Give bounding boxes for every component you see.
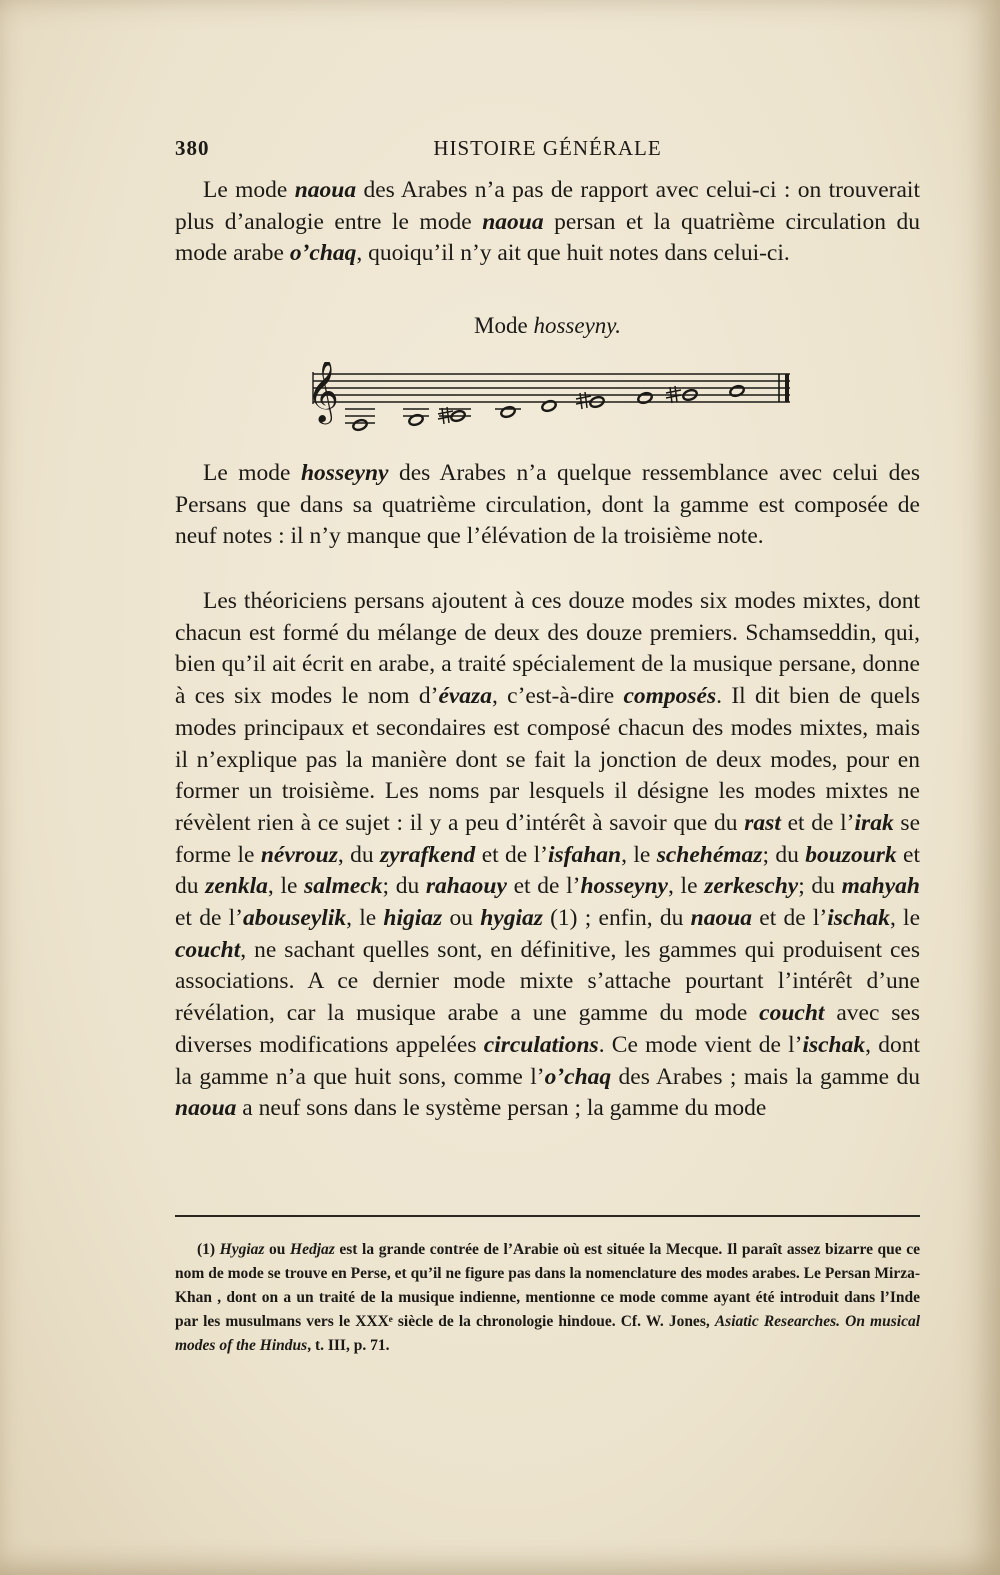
page-number: 380 — [175, 136, 210, 160]
footnote: (1) Hygiaz ou Hedjaz est la grande contrée de l’Arabie où est située la Mecque. Il paraît assez bizarre que ce nom de mode se trouve en Perse, et qu’il ne figure pas dans la nomenclature des modes arabes. Le Persan Mirza-Khan , dont on a un traité de la musique indienne, mentionne ce mode comme ayant été introduit dans l’Inde par les musulmans vers le XXXᵉ siècle de la chronologie hindoue. Cf. W. Jones, Asiatic Researches. On musical modes of the Hindus, t. III, p. 71. — [175, 1241, 921, 1354]
treble-clef-icon: 𝄞 — [307, 362, 339, 422]
paragraph-3: Les théoriciens persans ajoutent à ces douze modes six modes mixtes, dont chacun est formé du mélange de deux des douze premiers. Schamseddin, qui, bien qu’il ait écrit en arabe, a traité spécialement de la musique persane, donne à ces six modes le nom d’évaza, c’est-à-dire composés. Il dit bien de quels modes principaux et secondaires est composé chacun des modes mixtes, mais il n’explique pas la manière dont se fait la jonction de deux modes, pour en former un troisième. Les noms par lesquels il désigne les modes mixtes ne révèlent rien à ce sujet : il y a peu d’intérêt à savoir que du rast et de l’irak se forme le névrouz, du zyrafkend et de l’isfahan, le schehémaz; du bouzourk et du zenkla, le salmeck; du rahaouy et de l’hosseyny, le zerkeschy; du mahyah et de l’abouseylik, le higiaz ou hygiaz (1) ; enfin, du naoua et de l’ischak, le coucht, ne sachant quelles sont, en définitive, les gammes qui produisent ces associations. A ce dernier mode mixte s’attache pourtant l’intérêt d’une révélation, car la musique arabe a une gamme du mode coucht avec ses diverses modifications appelées circulations. Ce mode vient de l’ischak, dont la gamme n’a que huit sons, comme l’o’chaq des Arabes ; mais la gamme du naoua a neuf sons dans le système persan ; la gamme du mode — [175, 588, 921, 1122]
music-example-caption: Mode hosseyny. — [474, 313, 621, 338]
paragraph-2: Le mode hosseyny des Arabes n’a quelque ressemblance avec celui des Persans que dans sa quatrième circulation, dont la gamme est composée de neuf notes : il n’y manque que l’élévation de la troisième note. — [175, 460, 920, 550]
header-title: HISTOIRE GÉNÉRALE — [433, 136, 662, 160]
footnote-divider — [175, 1215, 920, 1217]
running-head — [175, 136, 920, 166]
paragraph-1: Le mode naoua des Arabes n’a pas de rapport avec celui-ci : on trouverait plus d’analogie entre le mode naoua persan et la quatrième circulation du mode arabe o’chaq, quoiqu’il n’y ait que huit notes dans celui-ci. — [175, 177, 920, 267]
music-staff-hosseyny — [305, 362, 795, 442]
